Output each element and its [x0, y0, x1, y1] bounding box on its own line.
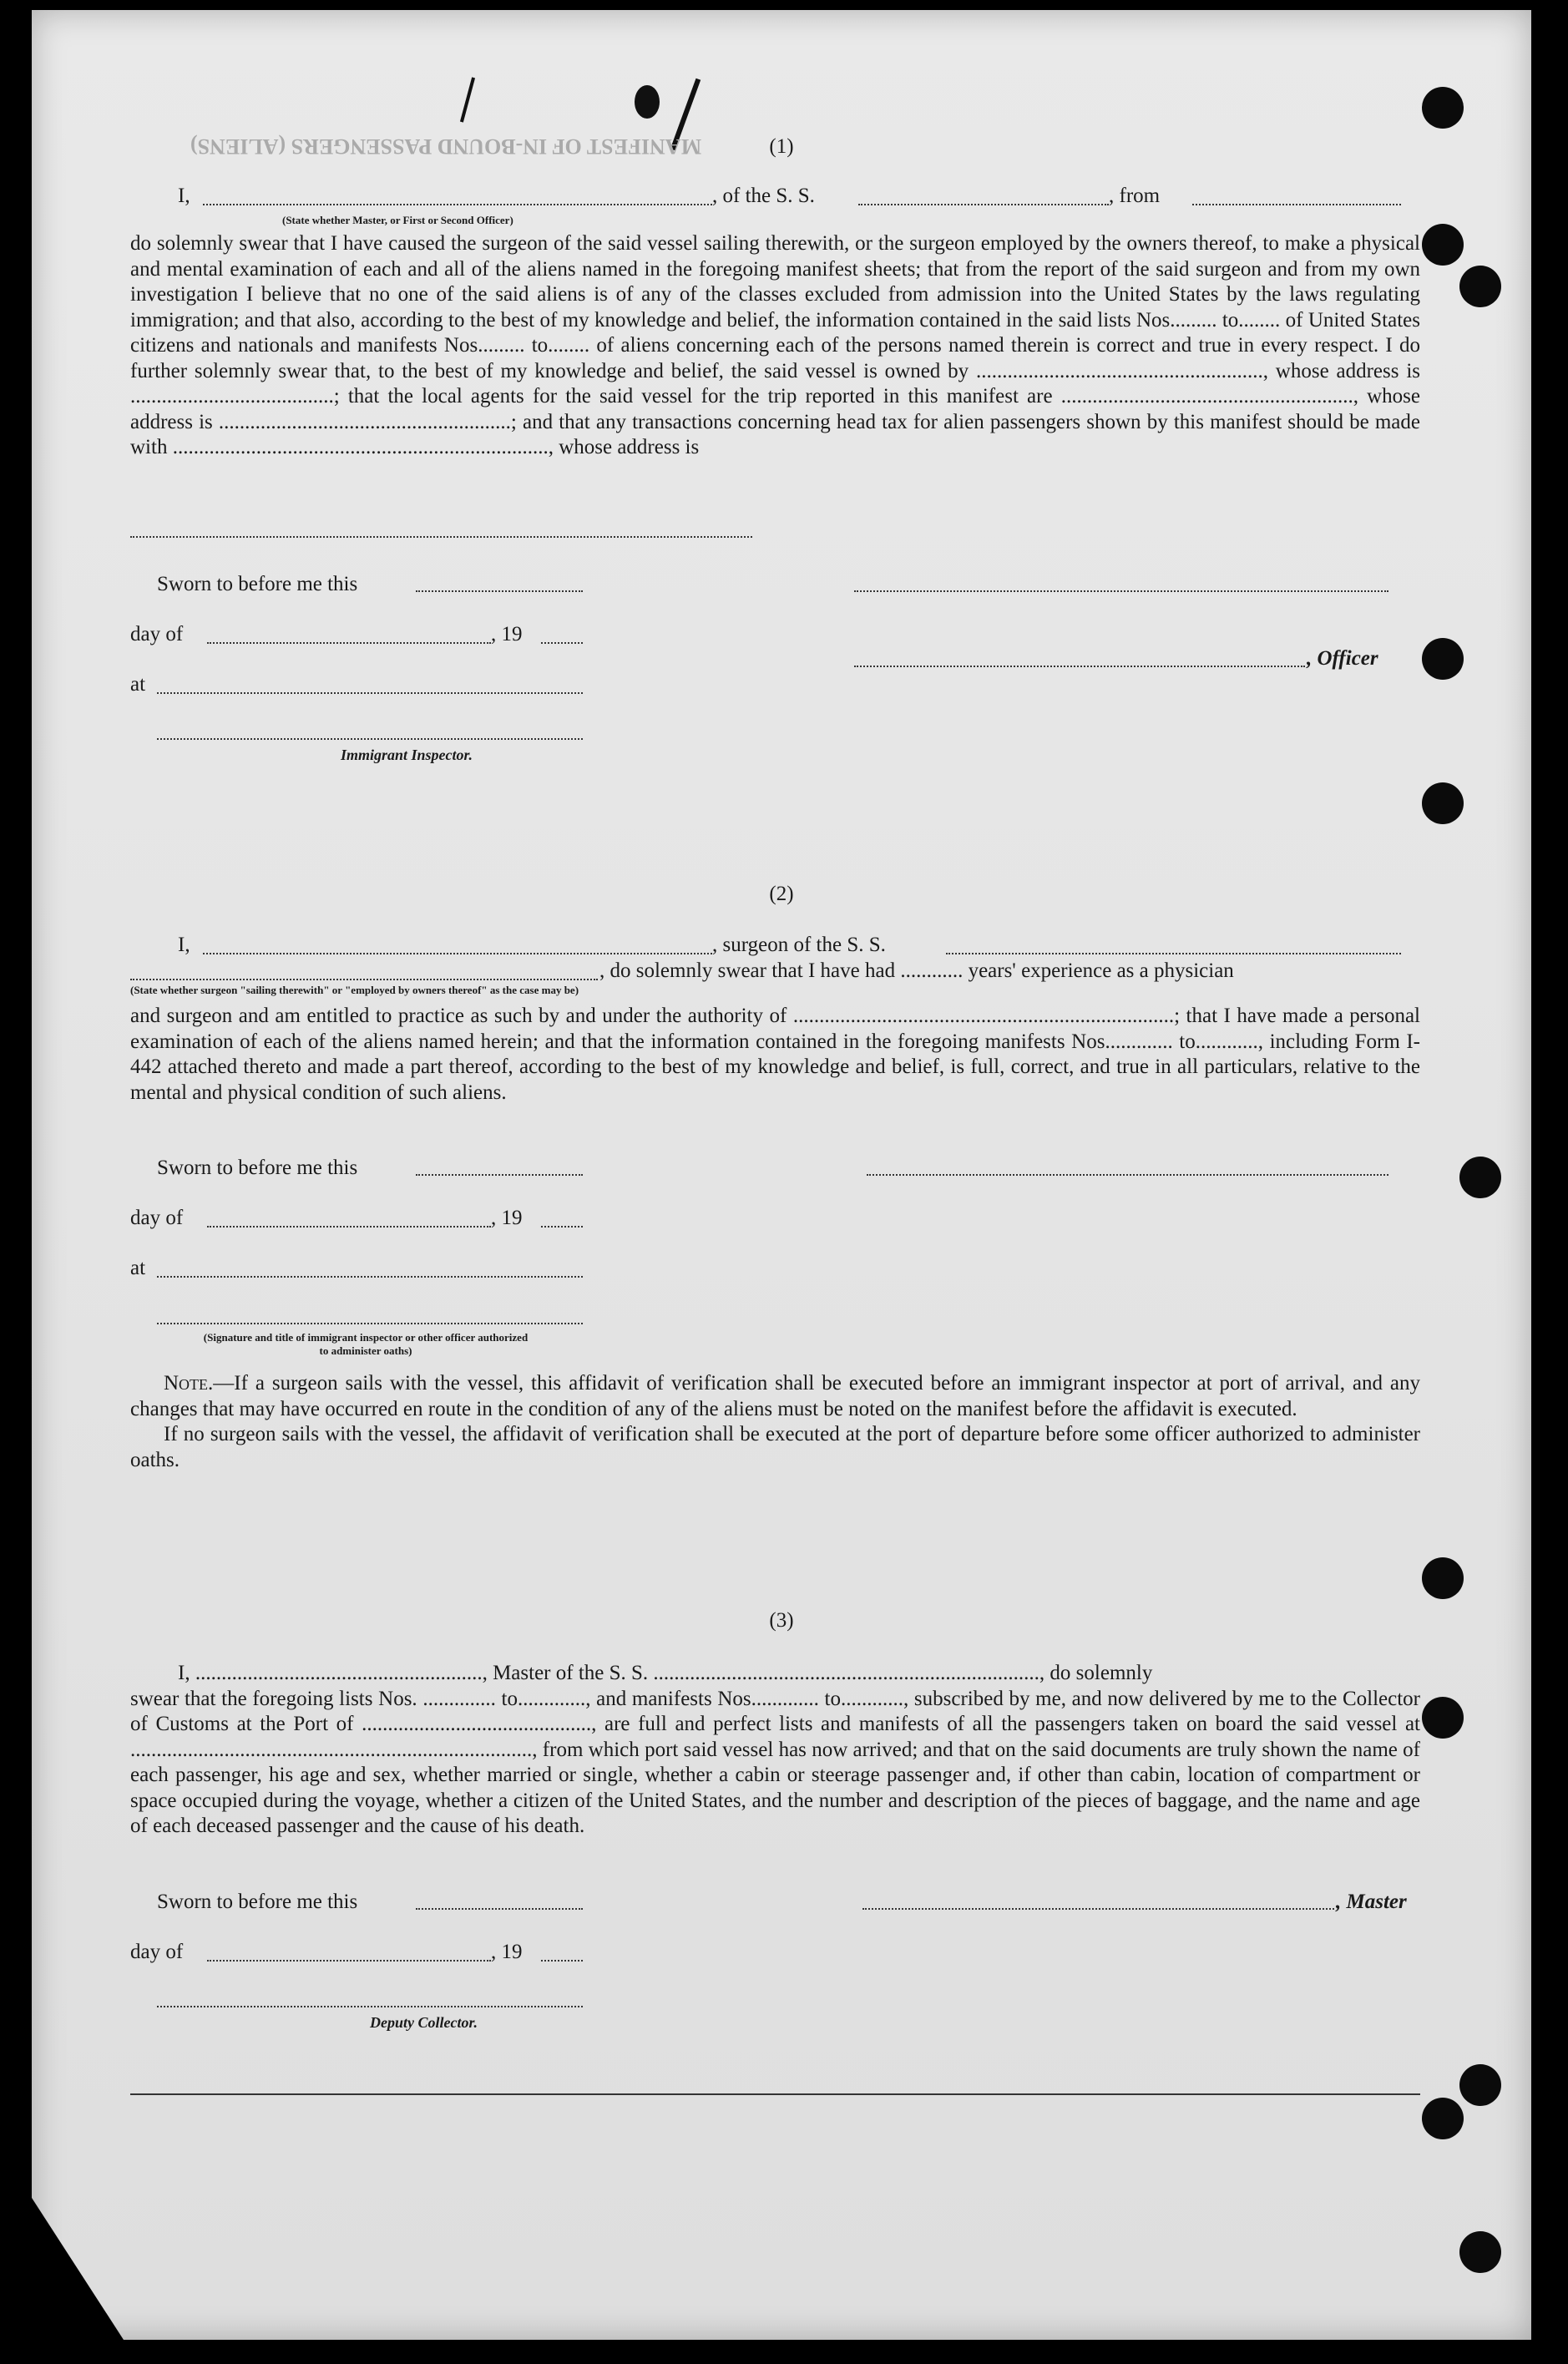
- s1-body: [130, 231, 1420, 461]
- s3-master-sig-field[interactable]: [862, 1908, 1334, 1910]
- punch-hole-icon: [1422, 638, 1464, 680]
- punch-hole-icon: [1422, 1557, 1464, 1599]
- s2-signature-field[interactable]: [867, 1174, 1388, 1176]
- s1-officer-field[interactable]: [854, 666, 1305, 667]
- s2-line1-mid: , surgeon of the S. S.: [712, 934, 886, 956]
- s3-line1: I, ......................................................., Master of the S. S. .........................................................................., do solemnly: [178, 1662, 1153, 1684]
- s2-day-field[interactable]: [207, 1226, 491, 1228]
- s2-inspector-sig-field[interactable]: [157, 1323, 583, 1324]
- s1-from-field[interactable]: [1192, 204, 1401, 205]
- s1-year-field[interactable]: [541, 642, 583, 644]
- s1-address-continuation-field[interactable]: [130, 536, 752, 538]
- s2-caption-sig: (Signature and title of immigrant inspector or other officer authorized to administer oaths): [203, 1331, 529, 1357]
- s1-sworn-label: Sworn to before me this: [157, 573, 358, 595]
- note-text-2: If no surgeon sails with the vessel, the affidavit of verification shall be executed at the port of departure before some officer authorized to administer oaths.: [130, 1423, 1420, 1471]
- s3-sworn-label: Sworn to before me this: [157, 1891, 358, 1913]
- s2-surgeon-name-field[interactable]: [203, 953, 712, 954]
- s2-day-label: day of: [130, 1207, 184, 1229]
- punch-hole-icon: [1422, 87, 1464, 129]
- s1-line1-prefix: I,: [178, 185, 190, 207]
- punch-hole-icon: [1422, 224, 1464, 266]
- s2-line2-mid: , do solemnly swear that I have had ............ years' experience as a physician: [599, 959, 1234, 982]
- punch-hole-icon: [1459, 1157, 1501, 1198]
- section-1-number: (1): [769, 135, 794, 158]
- s1-day-field[interactable]: [207, 642, 491, 644]
- s1-master-name-field[interactable]: [203, 204, 712, 205]
- punch-hole-icon: [1459, 2231, 1501, 2273]
- s3-sworn-field[interactable]: [416, 1908, 583, 1910]
- note-paragraph-1: [130, 1371, 1420, 1422]
- s2-ship-name-field[interactable]: [946, 953, 1401, 954]
- note-block: [130, 1371, 1420, 1473]
- note-label: Note.: [164, 1372, 214, 1395]
- s2-sworn-field[interactable]: [416, 1174, 583, 1176]
- s2-body-text: and surgeon and am entitled to practice as such by and under the authority of .........................................................................; that I have made a personal examination of each of the aliens named herein; and that the information contained in the foregoing manifests Nos............. to............, including Form I-442 attached thereto and made a part thereof, according to the best of my knowledge and belief, is full, correct, and true in all particulars, relative to the mental and physical condition of such aliens.: [130, 1005, 1420, 1104]
- folded-corner: [32, 2198, 124, 2340]
- s2-caption: (State whether surgeon "sailing therewith" or "employed by owners thereof" as the case may be): [130, 984, 579, 996]
- s3-master-label: , Master: [1336, 1891, 1407, 1913]
- punch-hole-icon: [1422, 782, 1464, 824]
- s1-caption: (State whether Master, or First or Second Officer): [282, 214, 513, 226]
- s1-line1-mid: , of the S. S.: [712, 185, 815, 207]
- s1-signature-field[interactable]: [854, 590, 1388, 592]
- s1-sworn-field[interactable]: [416, 590, 583, 592]
- s1-year-label: , 19: [491, 623, 523, 645]
- bottom-rule: [130, 2093, 1420, 2095]
- s1-officer-label: , Officer: [1307, 647, 1378, 670]
- s1-at-field[interactable]: [157, 692, 583, 694]
- s1-line1-end: , from: [1109, 185, 1161, 207]
- s3-deputy-label: Deputy Collector.: [370, 2014, 478, 2031]
- punch-hole-icon: [1422, 1697, 1464, 1739]
- punch-hole-icon: [1422, 2098, 1464, 2139]
- s3-day-field[interactable]: [207, 1960, 491, 1962]
- s3-year-field[interactable]: [541, 1960, 583, 1962]
- s2-body: [130, 1004, 1420, 1106]
- s2-year-label: , 19: [491, 1207, 523, 1229]
- ink-mark: [635, 85, 660, 119]
- note-text-1: —If a surgeon sails with the vessel, this affidavit of verification shall be executed before an immigrant inspector at port of arrival, and any changes that may have occurred en route in the condition of any of the aliens must be noted on the manifest before the affidavit is executed.: [130, 1372, 1420, 1420]
- s2-at-field[interactable]: [157, 1276, 583, 1278]
- punch-hole-icon: [1459, 2064, 1501, 2106]
- s1-ship-name-field[interactable]: [858, 204, 1109, 205]
- s2-status-field[interactable]: [130, 979, 598, 980]
- bleed-through-header: MANIFEST OF IN-BOUND PASSENGERS (ALIENS): [190, 134, 702, 159]
- s1-inspector-sig-field[interactable]: [157, 738, 583, 740]
- s2-sworn-label: Sworn to before me this: [157, 1157, 358, 1179]
- ink-mark: [460, 77, 475, 122]
- s2-year-field[interactable]: [541, 1226, 583, 1228]
- punch-hole-icon: [1459, 266, 1501, 307]
- s3-body-text: swear that the foregoing lists Nos. .............. to............., and manifests Nos............. to............, subscribed by me, and now delivered by me to the Collector of Customs at the Port of ............................................, are full and perfect lists and manifests of all the passengers taken on board the said vessel at ............................................................................., from which port said vessel has now arrived; and that on the said documents are truly shown the name of each passenger, his age and sex, whether married or single, whether a cabin or steerage passenger and, if other than cabin, location of compartment or space occupied during the voyage, whether a citizen of the United States, and the number and description of the pieces of baggage, and the name and age of each deceased passenger and the cause of his death.: [130, 1687, 1420, 1837]
- s1-day-label: day of: [130, 623, 184, 645]
- s2-line1-prefix: I,: [178, 934, 190, 956]
- s1-body-text: do solemnly swear that I have caused the surgeon of the said vessel sailing therewith, or the surgeon employed by the owners thereof, to make a physical and mental examination of each and all of the aliens named in the foregoing manifest sheets; that from the report of the said surgeon and from my own investigation I believe that no one of the said aliens is of any of the classes excluded from admission into the United States by the laws regulating immigration; and that also, according to the best of my knowledge and belief, the information contained in the said lists Nos......... to........ of United States citizens and nationals and manifests Nos......... to........ of aliens concerning each of the persons named therein is correct and true in every respect. I do further solemnly swear that, to the best of my knowledge and belief, the said vessel is owned by ......................................................., whose address is .......................................; that the local agents for the said vessel for the trip reported in this manifest are ........................................................, whose address is ........................................................; and that any transactions concerning head tax for alien passengers shown by this manifest should be made with ........................................................................, whose address is: [130, 232, 1420, 458]
- s3-body: [130, 1661, 1420, 1840]
- s1-at-label: at: [130, 673, 146, 696]
- s3-day-label: day of: [130, 1941, 184, 1963]
- section-3-number: (3): [769, 1609, 794, 1632]
- s3-year-label: , 19: [491, 1941, 523, 1963]
- section-2-number: (2): [769, 883, 794, 905]
- s3-deputy-sig-field[interactable]: [157, 2006, 583, 2007]
- s1-inspector-label: Immigrant Inspector.: [341, 747, 473, 763]
- s2-at-label: at: [130, 1257, 146, 1279]
- document-page: [32, 10, 1531, 2340]
